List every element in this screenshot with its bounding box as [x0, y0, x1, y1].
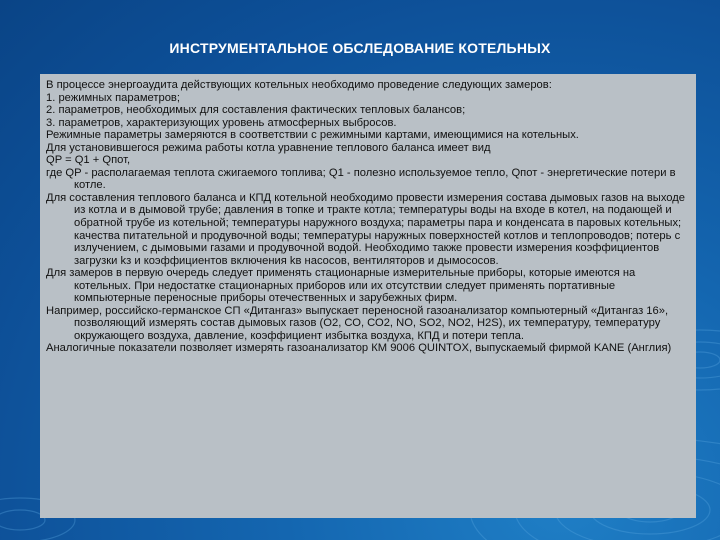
- slide-title: ИНСТРУМЕНТАЛЬНОЕ ОБСЛЕДОВАНИЕ КОТЕЛЬНЫХ: [169, 40, 551, 56]
- paragraph-formula-legend: где QP - располагаемая теплота сжигаемого топлива; Q1 - полезно используемое тепло, Qпот - энергетические потери в котле.: [46, 166, 676, 192]
- paragraph-ditangaz-example: Например, российско-германское СП «Дитангаз» выпускает переносной газоанализатор компьютерный «Дитангаз 16», позволяющий измерять состав дымовых газов (О2, СО, СО2, NO, SO2, NO2, H2S), их температуру, температуру окружающего воздуха, давление, коэффициент избытка воздуха, КПД и потери тепла.: [46, 304, 669, 342]
- paragraph-intro: В процессе энергоаудита действующих котельных необходимо проведение следующих замеров:: [46, 79, 552, 91]
- paragraph-instruments: Для замеров в первую очередь следует применять стационарные измерительные приборы, которые имеются на котельных. При недостатке стационарных приборов или их отсутствии следует применять портативные компьютерные переносные приборы отечественных и зарубежных фирм.: [46, 267, 636, 305]
- paragraph-balance-equation-intro: Для установившегося режима работы котла уравнение теплового баланса имеет вид: [46, 141, 491, 154]
- content-box: [40, 74, 696, 518]
- list-item-heat-balance-params: 2. параметров, необходимых для составления фактических тепловых балансов;: [46, 104, 466, 117]
- list-item-regime-params: 1. режимных параметров;: [46, 91, 180, 104]
- paragraph-quintox: Аналогичные показатели позволяет измерять газоанализатор КМ 9006 QUINTOX, выпускаемый фирмой KANE (Англия): [46, 342, 672, 355]
- list-item-emission-params: 3. параметров, характеризующих уровень атмосферных выбросов.: [46, 116, 397, 129]
- paragraph-measurements-list: Для составления теплового баланса и КПД котельной необходимо провести измерения состава дымовых газов на выходе из котла и в дымовой трубе; давления в топке и тракте котла; температуры воды на входе в котел, на подающей и обратной трубе из котельной; температуры наружного воздуха; параметры пара и конденсата в паровых котельных; качества питательной и продувочной воды; температуры наружных поверхностей котлов и теплопроводов; потерь с излучением, с дымовыми газами и продувочной водой. Необходимо также провести измерения коэффициентов загрузки kз и коэффициентов включения kв насосов, вентиляторов и дымососов.: [46, 191, 686, 267]
- paragraph-regime-maps: Режимные параметры замеряются в соответствии с режимными картами, имеющимися на котельных.: [46, 129, 579, 142]
- formula-heat-balance: QP = Q1 + Qпот,: [46, 154, 131, 167]
